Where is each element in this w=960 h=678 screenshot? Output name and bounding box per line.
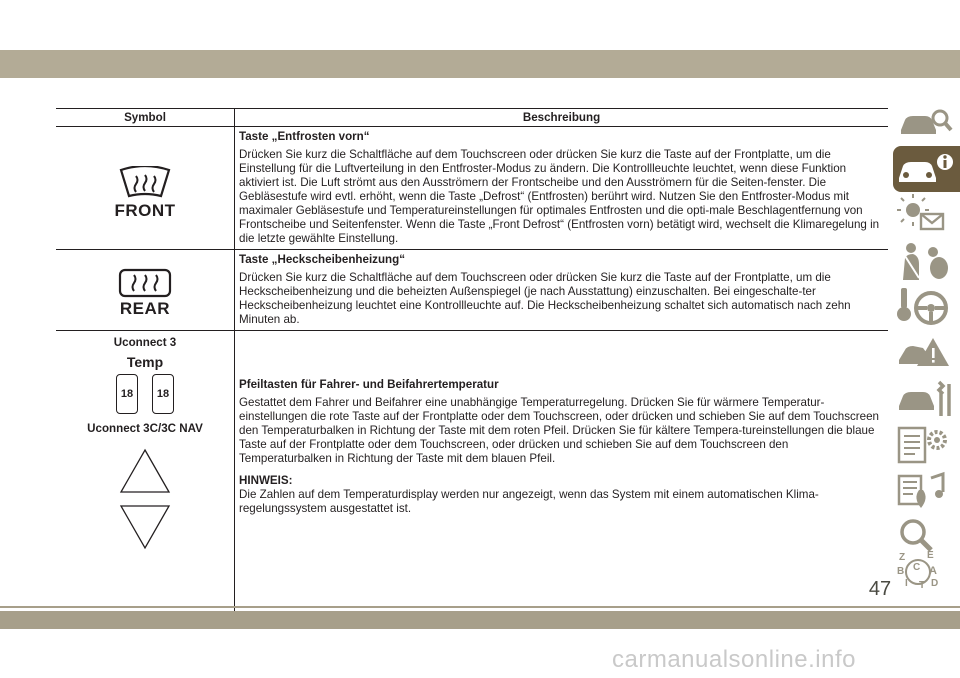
specs-gear-icon[interactable]: [893, 422, 960, 468]
svg-text:T: T: [919, 580, 926, 591]
steering-key-icon[interactable]: [893, 284, 960, 330]
alphabet-index-icon[interactable]: [893, 548, 960, 594]
car-crash-warning-icon[interactable]: [893, 330, 960, 376]
description-table: [56, 108, 888, 620]
table-header-row: [56, 109, 888, 127]
symbol-cell: [56, 331, 235, 620]
note-title: HINWEIS:: [239, 474, 293, 487]
row-text: Gestattet dem Fahrer und Beifahrer eine unabhängige Temperaturregelung. Drücken Sie für wärmere Temperatur-einstellungen die rote Taste auf der Frontplatte oder dem Touchscreen, oder drücken und schieben Sie auf dem Touchscreen den Temperaturbalken in Richtung der Taste mit dem roten Pfeil. Drücken Sie für kältere Tempera-tureinstellungen die blaue Taste auf der Frontplatte oder dem Touchscreen, oder drücken und schieben Sie auf dem Touchscreen den Temperaturbalken in Richtung der Taste mit dem blauen Pfeil.: [239, 396, 879, 465]
symbol-column-header: Symbol: [56, 109, 235, 127]
svg-text:C: C: [913, 562, 921, 573]
uconnect-3-label: Uconnect 3: [113, 336, 177, 349]
note-text: Die Zahlen auf dem Temperaturdisplay werden nur angezeigt, wenn das System mit einem automatischen Klima-regelungssystem ausgestattet ist.: [239, 488, 819, 515]
row-title: Pfeiltasten für Fahrer- und Beifahrertemperatur: [239, 378, 499, 391]
row-text: Drücken Sie kurz die Schaltfläche auf dem Touchscreen oder drücken Sie kurz die Taste auf der Frontplatte, um die Einstellung für die Luftverteilung in den Entfroster-Modus zu ändern. Die Kontrollleuchte leuchtet, wenn diese Funktion aktiviert ist. Die Luft strömt aus den Ausströmern der Frontscheibe und den Ausströmern für die Seiten-fenster. Die Gebläsestufe wird evtl. erhöht, wenn die Taste „Defrost“ (Entfrosten) berührt wird. Nutzen Sie den Entfroster-Modus mit maximaler Gebläsestufe und Temperatureinstellungen für optimales Entfrosten und die opti-male Beschlagentfernung von Frontscheibe und Seitenfenster. Wenn die Taste „Front Defrost“ (Entfrosten vorn) betätigt wird, wechselt die Klimaregelung in die letzte gewählte Einstellung.: [239, 148, 880, 245]
symbol-cell: [56, 250, 235, 331]
table-row: [56, 127, 888, 250]
symbol-cell: [56, 127, 235, 250]
front-defrost-icon: [60, 166, 230, 218]
uconnect-3c-label: Uconnect 3C/3C NAV: [87, 422, 203, 435]
row-title: Taste „Entfrosten vorn“: [239, 130, 370, 143]
temp-label: Temp: [126, 354, 164, 370]
svg-text:B: B: [897, 566, 905, 577]
svg-text:A: A: [929, 565, 937, 577]
table-row: [56, 331, 888, 620]
temp-control-icon: [60, 354, 230, 414]
row-title: Taste „Heckscheibenheizung“: [239, 253, 406, 266]
seatbelt-airbag-icon[interactable]: [893, 238, 960, 284]
description-column-header: Beschreibung: [235, 109, 889, 127]
description-cell: [235, 250, 889, 331]
rear-defrost-icon: [60, 268, 230, 316]
svg-text:D: D: [931, 578, 939, 589]
page-number: 47: [868, 578, 892, 600]
temp-right-value: 18: [156, 388, 170, 400]
row-text: Drücken Sie kurz die Schaltfläche auf dem Touchscreen oder drücken Sie kurz die Taste auf der Frontplatte, um die Heckscheibenheizung und die beheizten Außenspiegel (je nach Ausstattung) einzuschalten. Bei eingeschalte-ter Heckscheibenheizung leuchtet eine Kontrollleuchte auf. Die Heckscheibenheizung schaltet sich automatisch nach zehn Minuten ab.: [239, 271, 851, 326]
car-search-icon[interactable]: [893, 100, 960, 146]
triangle-down-icon: [60, 504, 230, 554]
rear-label: REAR: [119, 299, 171, 318]
multimedia-icon[interactable]: [893, 468, 960, 514]
svg-text:E: E: [927, 550, 934, 561]
description-cell: [235, 331, 889, 620]
triangle-up-icon: [60, 448, 230, 498]
svg-text:I: I: [905, 578, 908, 589]
car-info-icon[interactable]: [893, 146, 960, 192]
footer-line: [0, 606, 960, 608]
front-label: FRONT: [114, 201, 176, 220]
table-row: [56, 250, 888, 331]
description-cell: [235, 127, 889, 250]
footer-band: [0, 611, 960, 629]
warning-light-message-icon[interactable]: [893, 192, 960, 238]
chapter-sidebar: [893, 100, 960, 600]
temp-left-value: 18: [120, 388, 134, 400]
car-tools-icon[interactable]: [893, 376, 960, 422]
watermark-text: carmanualsonline.info: [612, 646, 856, 673]
header-band: [0, 50, 960, 78]
svg-text:Z: Z: [899, 552, 906, 563]
